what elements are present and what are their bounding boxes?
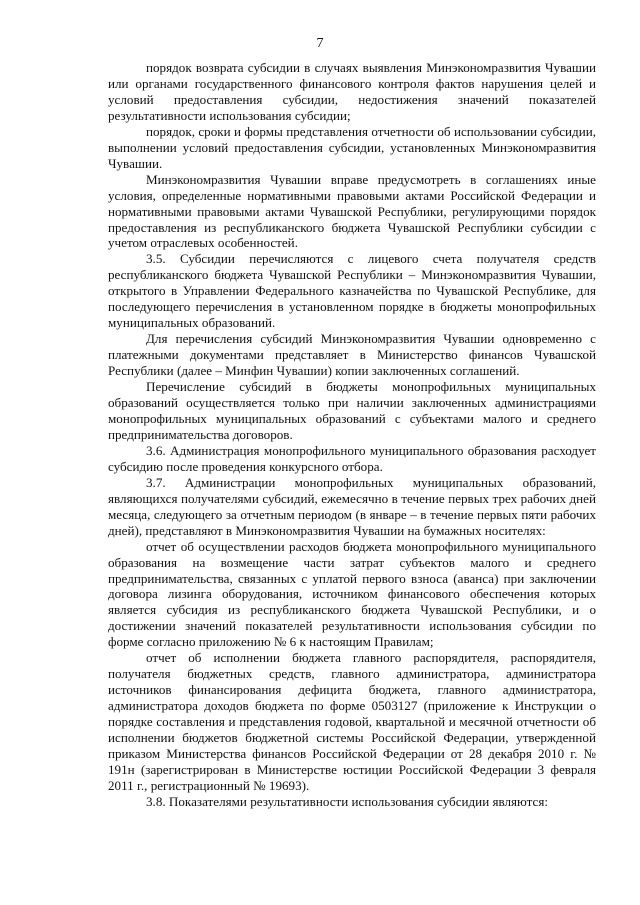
page-number: 7 (316, 36, 324, 51)
paragraph-expenditure-report: отчет об осуществлении расходов бюджета монопрофильного муниципального образования на возмещение части затрат субъектов малого и среднего предпринимательства, связанных с уплатой первого взноса (аванса) при заключении договора лизинга оборудования, источником финансового обеспечения которых является субсидия из республиканского бюджета Чувашской Республики, и о достижении значений показателей результативности использования субсидии по форме согласно приложению № 6 к настоящим Правилам; (108, 538, 596, 650)
paragraph-other-conditions: Минэкономразвития Чувашии вправе предусмотреть в соглашениях иные условия, определенные нормативными правовыми актами Российской Федерации и нормативными правовыми актами Чувашской Республики, регулирующими порядок предоставления из республиканского бюджета Чувашской Республики субсидии с учетом отраслевых особенностей. (108, 171, 596, 251)
paragraph-transfer-conditions: Перечисление субсидий в бюджеты монопрофильных муниципальных образований осуществляется только при наличии заключенных администрациями монопрофильных муниципальных образований с субъектами малого и среднего предпринимательства договоров. (108, 379, 596, 442)
paragraph-transfer-documents: Для перечисления субсидий Минэкономразвития Чувашии одновременно с платежными документами представляет в Министерство финансов Чувашской Республики (далее – Минфин Чувашии) копии заключенных соглашений. (108, 331, 596, 379)
document-body (108, 60, 596, 810)
paragraph-return-procedure: порядок возврата субсидии в случаях выявления Минэкономразвития Чувашии или органами государственного финансового контроля фактов нарушения целей и условий предоставления субсидии, недостижения значений показателей результативности использования субсидии; (108, 60, 596, 123)
paragraph-3-7: 3.7. Администрации монопрофильных муниципальных образований, являющихся получателями субсидий, ежемесячно в течение первых трех рабочих дней месяца, следующего за отчетным периодом (в январе – в течение первых пяти рабочих дней), представляют в Минэкономразвития Чувашии на бумажных носителях: (108, 474, 596, 538)
paragraph-budget-execution-report: отчет об исполнении бюджета главного распорядителя, распорядителя, получателя бюджетных средств, главного администратора, администратора источников финансирования дефицита бюджета, главного администратора, администратора доходов бюджета по форме 0503127 (приложение к Инструкции о порядке составления и представления годовой, квартальной и месячной отчетности об исполнении бюджетов бюджетной системы Российской Федерации, утвержденной приказом Министерства финансов Российской Федерации от 28 декабря 2010 г. № 191н (зарегистрирован в Министерстве юстиции Российской Федерации 3 февраля 2011 г., регистрационный № 19693). (108, 650, 596, 793)
paragraph-reporting-procedure: порядок, сроки и формы представления отчетности об использовании субсидии, выполнении условий предоставления субсидии, установленных Минэкономразвития Чувашии. (108, 123, 596, 171)
paragraph-3-8: 3.8. Показателями результативности использования субсидии являются: (146, 793, 549, 809)
paragraph-3-6: 3.6. Администрация монопрофильного муниципального образования расходует субсидию после проведения конкурсного отбора. (108, 442, 596, 474)
paragraph-3-5: 3.5. Субсидии перечисляются с лицевого счета получателя средств республиканского бюджета Чувашской Республики – Минэкономразвития Чувашии, открытого в Управлении Федерального казначейства по Чувашской Республике, для последующего перечисления в установленном порядке в бюджеты монопрофильных муниципальных образований. (108, 251, 596, 331)
